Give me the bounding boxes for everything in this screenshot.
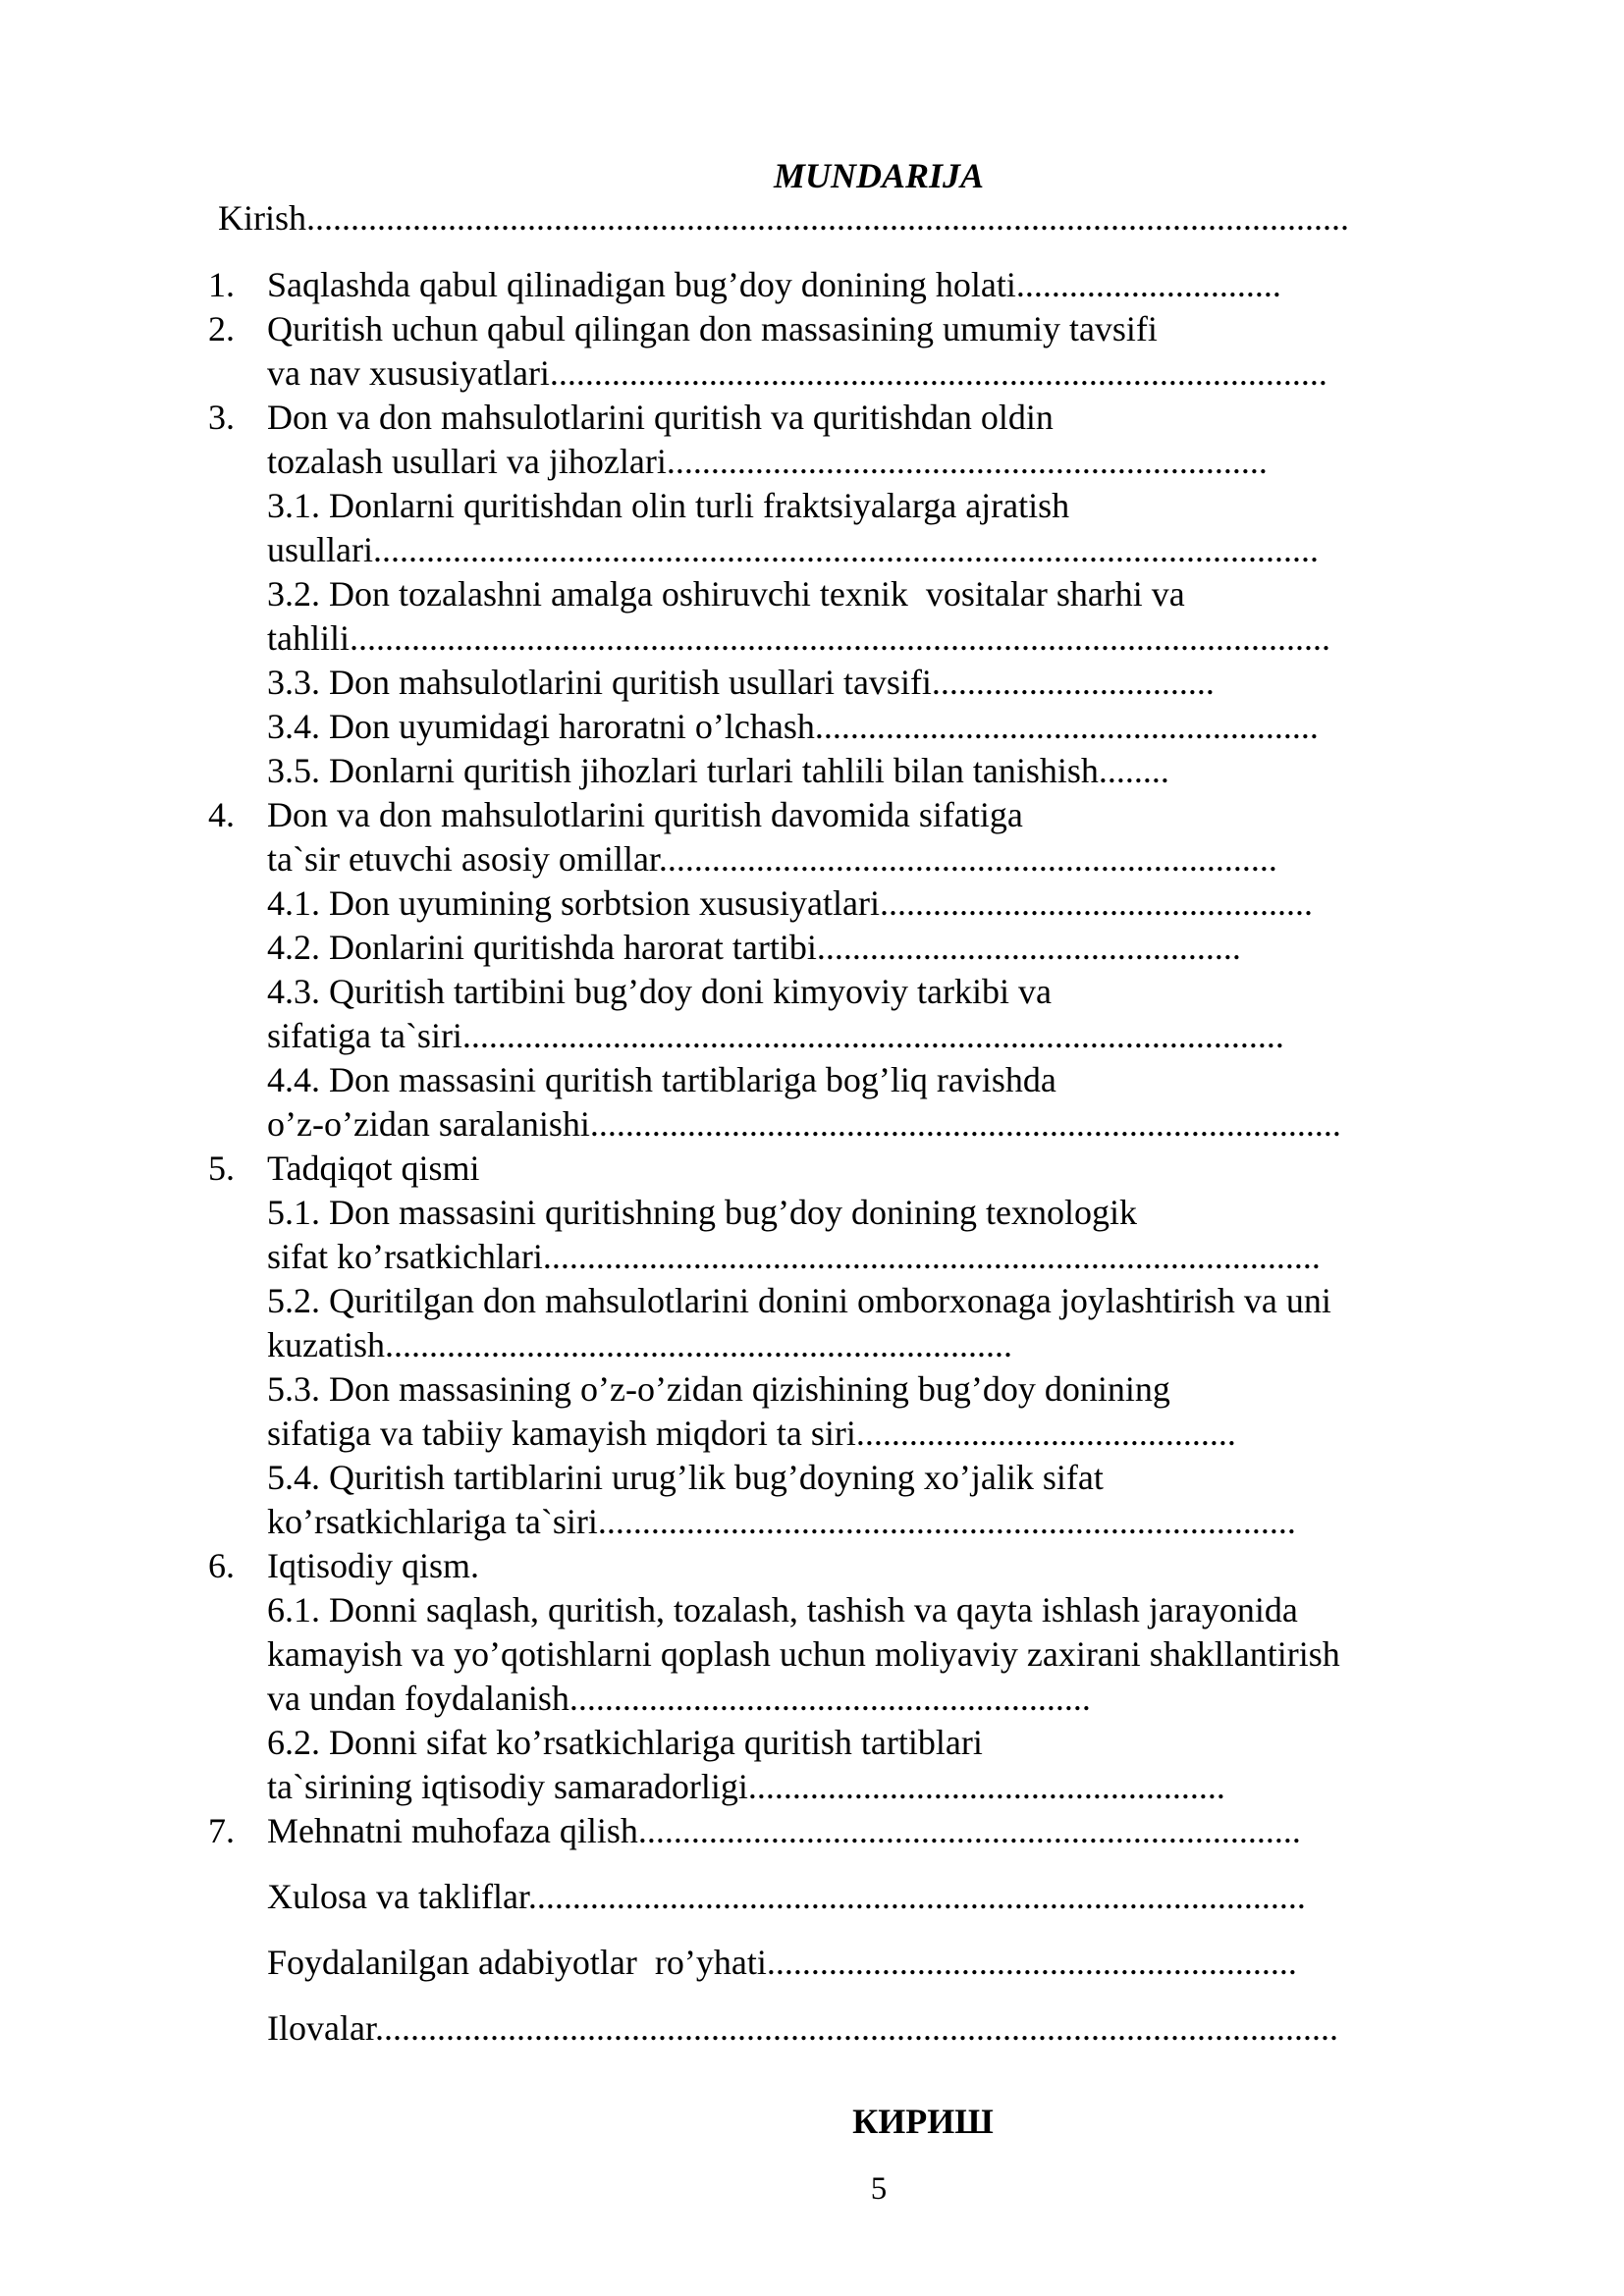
toc-line: kamayish va yo’qotishlarni qoplash uchun moliyaviy zaxirani shakllantirish — [267, 1634, 1340, 1674]
toc-line: 4.1. Don uyumining sorbtsion xususiyatlari................................................. — [267, 883, 1313, 923]
toc-line: Kirish...................................................................................................................... — [218, 198, 1349, 238]
toc-line: Iqtisodiy qism. — [267, 1546, 480, 1585]
toc-line: 5.1. Don massasini quritishning bug’doy donining texnologik — [267, 1193, 1137, 1232]
toc-line: Saqlashda qabul qilinadigan bug’doy donining holati.............................. — [267, 265, 1281, 304]
toc-line: tahlili............................................................................................................... — [267, 618, 1330, 658]
toc-line: sifatiga va tabiiy kamayish miqdori ta siri........................................... — [267, 1414, 1236, 1453]
toc-line: sifat ko’rsatkichlari........................................................................................ — [267, 1237, 1321, 1276]
toc-line: 6. — [208, 1546, 235, 1585]
toc-line: 3.4. Don uyumidagi haroratni o’lchash......................................................... — [267, 707, 1319, 746]
toc-line: 3.3. Don mahsulotlarini quritish usullari tavsifi................................ — [267, 663, 1215, 702]
toc-line: ta`sirining iqtisodiy samaradorligi...................................................... — [267, 1767, 1225, 1806]
toc-line: Foydalanilgan adabiyotlar ro’yhati............................................................ — [267, 1943, 1297, 1982]
toc-line: ko’rsatkichlariga ta`siri............................................................................... — [267, 1502, 1296, 1541]
toc-line: va nav xususiyatlari........................................................................................ — [267, 353, 1327, 393]
toc-line: sifatiga ta`siri............................................................................................. — [267, 1016, 1284, 1055]
toc-line: 3.1. Donlarni quritishdan olin turli fraktsiyalarga ajratish — [267, 486, 1070, 525]
toc-line: 5. — [208, 1148, 235, 1188]
toc-line: Don va don mahsulotlarini quritish va quritishdan oldin — [267, 398, 1054, 437]
toc-line: Quritish uchun qabul qilingan don massasining umumiy tavsifi — [267, 309, 1158, 348]
toc-line: usullari........................................................................................................... — [267, 530, 1319, 569]
toc-line: 5.4. Quritish tartiblarini urug’lik bug’doyning xo’jalik sifat — [267, 1458, 1104, 1497]
toc-line: 3.5. Donlarni quritish jihozlari turlari tahlili bilan tanishish........ — [267, 751, 1169, 790]
toc-line: kuzatish....................................................................... — [267, 1325, 1012, 1364]
toc-line: ta`sir etuvchi asosiy omillar...................................................................... — [267, 839, 1277, 879]
toc-line: Xulosa va takliflar........................................................................................ — [267, 1877, 1306, 1916]
toc-line: Don va don mahsulotlarini quritish davomida sifatiga — [267, 795, 1023, 834]
toc-line: 4. — [208, 795, 235, 834]
toc-line: Mehnatni muhofaza qilish........................................................................... — [267, 1811, 1301, 1850]
toc-line: 3.2. Don tozalashni amalga oshiruvchi texnik vositalar sharhi va — [267, 574, 1185, 614]
toc-line: o’z-o’zidan saralanishi..................................................................................... — [267, 1104, 1341, 1144]
toc-line: 3. — [208, 398, 235, 437]
toc-line: 5.2. Quritilgan don mahsulotlarini donini omborxonaga joylashtirish va uni — [267, 1281, 1331, 1320]
toc-line: tozalash usullari va jihozlari.................................................................... — [267, 442, 1268, 481]
toc-line: 4.3. Quritish tartibini bug’doy doni kimyoviy tarkibi va — [267, 972, 1052, 1011]
toc-line: 5.3. Don massasining o’z-o’zidan qizishining bug’doy donining — [267, 1369, 1170, 1409]
toc-line: 7. — [208, 1811, 235, 1850]
toc-line: 6.1. Donni saqlash, quritish, tozalash, tashish va qayta ishlash jarayonida — [267, 1590, 1298, 1629]
toc-line: Ilovalar............................................................................................................. — [267, 2008, 1338, 2048]
toc-line: 4.4. Don massasini quritish tartiblariga bog’liq ravishda — [267, 1060, 1056, 1099]
page-number: 5 — [870, 2171, 888, 2207]
toc-line: 1. — [208, 265, 235, 304]
toc-line: 2. — [208, 309, 235, 348]
toc-line: va undan foydalanish........................................................... — [267, 1679, 1091, 1718]
toc-line: Tadqiqot qismi — [267, 1148, 480, 1188]
toc-line: 6.2. Donni sifat ko’rsatkichlariga quritish tartiblari — [267, 1723, 983, 1762]
toc-line: 4.2. Donlarini quritishda harorat tartibi................................................ — [267, 928, 1241, 967]
section-heading: КИРИШ — [852, 2102, 994, 2141]
page-title: MUNDARIJA — [773, 156, 985, 195]
